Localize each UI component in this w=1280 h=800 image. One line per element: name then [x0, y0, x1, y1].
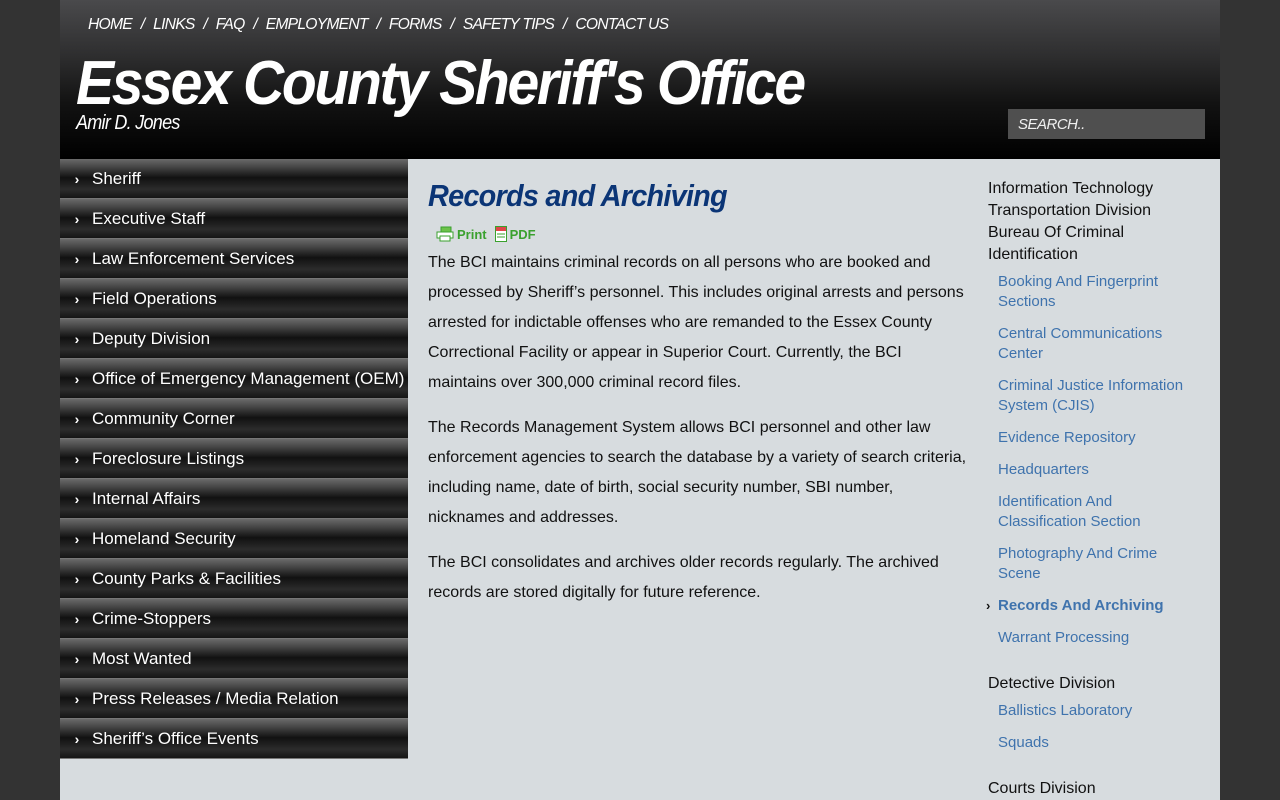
sidebar-item-foreclosure-listings[interactable]	[60, 439, 408, 479]
sidebar-item-homeland-security[interactable]	[60, 519, 408, 559]
site-subtitle: Amir D. Jones	[76, 112, 180, 134]
sidebar-item-label: Field Operations	[92, 288, 217, 308]
chevron-right-icon: ›	[74, 650, 80, 667]
sidebar-item-label: Sheriff’s Office Events	[92, 728, 259, 748]
topnav-links[interactable]: LINKS	[153, 16, 195, 33]
sidebar-item-label: Press Releases / Media Relation	[92, 688, 339, 708]
sidebar-item-label: Deputy Division	[92, 328, 211, 348]
sidebar-item-label: Internal Affairs	[92, 488, 201, 508]
separator: /	[203, 16, 207, 33]
sidebar-item-label: Homeland Security	[92, 528, 236, 548]
rightnav-link-identification[interactable]: Identification And Classification Section	[998, 493, 1141, 530]
sidebar-item-deputy-division[interactable]	[60, 319, 408, 359]
chevron-right-icon: ›	[74, 250, 80, 267]
chevron-right-icon: ›	[74, 210, 80, 227]
rightnav-link-booking[interactable]: Booking And Fingerprint Sections	[998, 273, 1159, 310]
sidebar-item-community-corner[interactable]	[60, 399, 408, 439]
chevron-right-icon: ›	[74, 570, 80, 587]
separator: /	[450, 16, 454, 33]
chevron-right-icon: ›	[74, 450, 80, 467]
left-sidebar-nav	[60, 159, 408, 759]
print-button[interactable]	[436, 226, 487, 242]
chevron-right-icon: ›	[74, 490, 80, 507]
sidebar-item-label: Law Enforcement Services	[92, 248, 295, 268]
sidebar-item-label: Executive Staff	[92, 208, 206, 228]
separator: /	[376, 16, 381, 33]
rightnav-transportation-division[interactable]: Transportation Division	[988, 202, 1152, 219]
rightnav-link-photography[interactable]: Photography And Crime Scene	[998, 545, 1158, 582]
rightnav-link-ballistics[interactable]: Ballistics Laboratory	[998, 702, 1133, 719]
topnav-home[interactable]: HOME	[88, 16, 132, 33]
body-paragraph: The BCI maintains criminal records on all persons who are booked and processed by Sheriff’s personnel. This includes original arrests and persons arrested for indictable offenses who are remanded to the Essex County Correctional Facility or appear in Superior Court. Currently, the BCI maintains over 300,000 criminal record files.	[428, 254, 964, 391]
printer-icon	[436, 226, 454, 242]
rightnav-link-evidence-repository[interactable]: Evidence Repository	[998, 429, 1136, 446]
chevron-right-icon: ›	[74, 610, 80, 627]
main-content	[428, 178, 968, 623]
spacer	[988, 765, 1198, 778]
page-title: Records and Archiving	[428, 178, 727, 213]
rightnav-courts-division[interactable]: Courts Division	[988, 780, 1096, 797]
sidebar-item-executive-staff[interactable]	[60, 199, 408, 239]
rightnav-link-records-archiving[interactable]	[986, 596, 1198, 616]
separator: /	[140, 16, 145, 33]
print-label: Print	[457, 226, 487, 242]
top-nav	[88, 16, 668, 34]
chevron-right-icon: ›	[986, 598, 991, 613]
chevron-right-icon: ›	[74, 290, 80, 307]
rightnav-link-headquarters[interactable]: Headquarters	[998, 461, 1089, 478]
topnav-safety-tips[interactable]: SAFETY TIPS	[462, 16, 555, 33]
sidebar-item-most-wanted[interactable]	[60, 639, 408, 679]
topnav-contact-us[interactable]: CONTACT US	[575, 16, 669, 33]
chevron-right-icon: ›	[74, 330, 80, 347]
sidebar-item-label: Sheriff	[92, 168, 141, 188]
pdf-document-icon	[495, 226, 507, 242]
sidebar-item-law-enforcement-services[interactable]	[60, 239, 408, 279]
right-sidebar-nav	[988, 178, 1198, 800]
sidebar-item-sheriffs-office-events[interactable]	[60, 719, 408, 759]
rightnav-link-cjis[interactable]: Criminal Justice Information System (CJIS)	[998, 377, 1184, 414]
rightnav-bci[interactable]: Bureau Of Criminal Identification	[988, 224, 1125, 263]
body-paragraph: The BCI consolidates and archives older records regularly. The archived records are stored digitally for future reference.	[428, 554, 939, 601]
rightnav-link-central-communications[interactable]: Central Communications Center	[998, 325, 1163, 362]
chevron-right-icon: ›	[74, 410, 80, 427]
separator: /	[253, 16, 257, 33]
sidebar-item-label: Most Wanted	[92, 648, 192, 668]
sidebar-item-label: Crime-Stoppers	[92, 608, 212, 628]
pdf-button[interactable]	[495, 226, 536, 242]
sidebar-item-label: Office of Emergency Management (OEM)	[92, 368, 405, 388]
chevron-right-icon: ›	[74, 370, 80, 387]
print-pdf-toolbar	[436, 222, 968, 246]
sidebar-item-label: County Parks & Facilities	[92, 568, 281, 588]
spacer	[988, 660, 1198, 673]
topnav-employment[interactable]: EMPLOYMENT	[265, 16, 368, 33]
sidebar-item-sheriff[interactable]	[60, 159, 408, 199]
sidebar-item-field-operations[interactable]	[60, 279, 408, 319]
site-title[interactable]: Essex County Sheriff's Office	[76, 49, 804, 118]
sidebar-item-crime-stoppers[interactable]	[60, 599, 408, 639]
separator: /	[562, 16, 567, 33]
sidebar-item-press-releases[interactable]	[60, 679, 408, 719]
sidebar-item-label: Community Corner	[92, 408, 235, 428]
sidebar-item-oem[interactable]	[60, 359, 408, 399]
search-input[interactable]	[1008, 109, 1205, 139]
page	[60, 0, 1220, 800]
chevron-right-icon: ›	[74, 170, 80, 187]
rightnav-information-technology[interactable]: Information Technology	[988, 180, 1154, 197]
topnav-forms[interactable]: FORMS	[388, 16, 442, 33]
sidebar-item-label: Foreclosure Listings	[92, 448, 245, 468]
rightnav-link-warrant-processing[interactable]: Warrant Processing	[998, 629, 1130, 646]
topnav-faq[interactable]: FAQ	[215, 16, 245, 33]
rightnav-detective-division[interactable]: Detective Division	[988, 675, 1116, 692]
sidebar-item-county-parks[interactable]	[60, 559, 408, 599]
rightnav-link-squads[interactable]: Squads	[998, 734, 1049, 751]
chevron-right-icon: ›	[74, 530, 80, 547]
chevron-right-icon: ›	[74, 730, 80, 747]
sidebar-item-internal-affairs[interactable]	[60, 479, 408, 519]
pdf-label: PDF	[509, 226, 536, 242]
header	[60, 0, 1220, 159]
chevron-right-icon: ›	[74, 690, 80, 707]
body-paragraph: The Records Management System allows BCI personnel and other law enforcement agencies to search the database by a variety of search criteria, including name, date of birth, social security number, SBI number, nicknames and addresses.	[428, 419, 967, 526]
rightnav-link-label: Records And Archiving	[998, 597, 1164, 614]
